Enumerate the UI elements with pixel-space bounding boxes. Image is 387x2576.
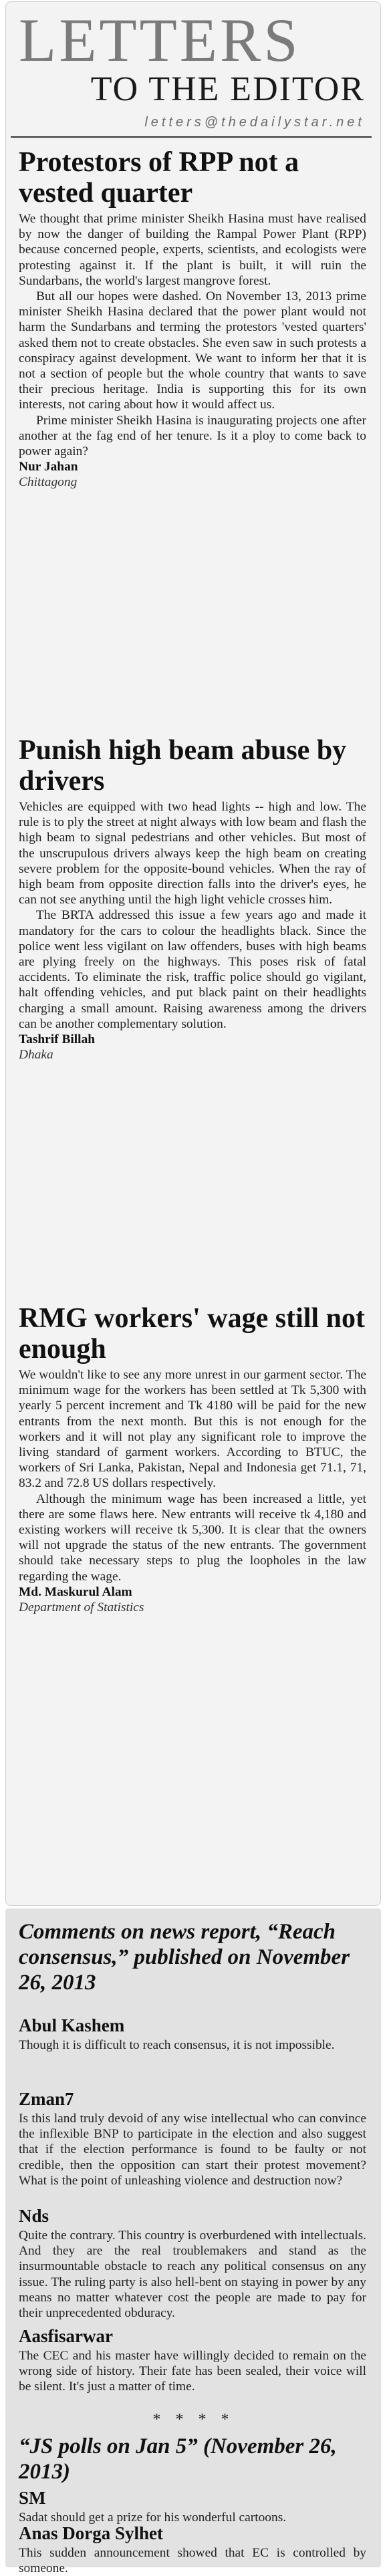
comment-item [19,2487,366,2525]
commenter-name: Zman7 [19,2089,74,2109]
comment-item [19,2523,366,2576]
comment-text: The CEC and his master have willingly decided to remain on the wrong side of history. Their fate has been sealed, their voice will be silent. It's just a matter of time. [19,2349,366,2394]
letter-title: RMG workers' wage still not enough [19,1303,365,1365]
letter-body [19,211,366,459]
section-subtitle: TO THE EDITOR [90,70,365,108]
masthead [5,3,381,136]
letter-paragraph: The BRTA addressed this issue a few years ago and made it mandatory for the cars to colour the headlights black. Since the police went less vigilant on law offenders, buses with high beams are plying freely on the highways. This poses risk of fatal accidents. To eliminate the risk, traffic police should go vigilant, halt offending vehicles, and put black paint on their headlights charging a small amount. Raising awareness among the drivers can be another complementary solution. [19,908,366,1031]
comment-text: Quite the contrary. This country is overburdened with intellectuals. And they are the real troublemakers and stand as the insurmountable obstacle to reach any political consensus on any issue. The ruling party is also hell-bent on staying in power by any means no matter whatever cost the people are made to pay for their unprecedented obduracy. [19,2229,366,2321]
letter-paragraph: We wouldn't like to see any more unrest in our garment sector. The minimum wage for the workers has been settled at Tk 5,300 with yearly 5 percent increment and Tk 4180 will be paid for the new entrants from the next month. But this is not enough for the workers and it will not play any significant role to improve the living standard of garment workers. According to BTUC, the workers of Sri Lanka, Pakistan, Nepal and Indonesia get 71.1, 71, 83.2 and 72.8 US dollars respectively. [19,1368,366,1491]
section-title: LETTERS [19,6,301,74]
comments-heading-reach-consensus: Comments on news report, “Reach consensus,” published on November 26, 2013 [19,1920,350,1995]
comment-text: Though it is difficult to reach consensus, it is not impossible. [19,2038,335,2052]
comment-text: Is this land truly devoid of any wise intellectual who can convince the inflexible BNP to participate in the election and also suggest that if the election performance is found to be faulty or not credible, then the opposition can start their protest movement? What is the point of unleashing violence and destruction now? [19,2112,366,2188]
letter-place: Dhaka [19,1048,53,1062]
letter-paragraph: Although the minimum wage has been increased a little, yet there are some flaws here. New entrants will receive tk 4,180 and existing workers will receive tk 5,300. It is clear that the owners will not upgrade the status of the new entrants. The government should take necessary steps to plug the loopholes in the law regarding the wage. [19,1491,366,1584]
letter-rpp-protestors [19,147,366,490]
letter-rmg-wage [19,1303,366,1615]
comment-item [19,2205,366,2321]
comment-item [19,2088,366,2188]
commenter-name: Anas Dorga Sylhet [19,2523,164,2543]
comment-text: Sadat should get a prize for his wonderful cartoons. [19,2511,287,2525]
letter-author: Nur Jahan [19,460,78,474]
commenter-name: Aasfisarwar [19,2326,113,2346]
letter-title: Punish high beam abuse by drivers [19,735,347,797]
letter-paragraph: But all our hopes were dashed. On November 13, 2013 prime minister Sheikh Hasina declared that the power plant would not harm the Sundarbans and terming the protestors 'vested quarters' asked them not to create obstacles. She even saw in such protests a conspiracy against development. We want to inform her that it is not a section of people but the whole country that wants to save their precious heritage. India is supporting this for its own interests, not caring about how it would affect us. [19,289,366,412]
editor-email[interactable]: letters@thedailystar.net [144,115,365,130]
letter-author: Tashrif Billah [19,1032,96,1047]
commenter-name: Nds [19,2206,49,2226]
letter-paragraph: Vehicles are equipped with two head lights -- high and low. The rule is to ply the street at night always with low beam and flash the high beam to signal pedestrians and other vehicles. But most of the unscrupulous drivers always keep the high beam on creating severe problem for the opposite-bound vehicles. When the ray of high beam from opposite direction falls into the driver's eyes, he can not see anything until the high light vehicle crosses him. [19,800,366,907]
comment-item [19,2325,366,2395]
letter-body [19,799,366,1032]
masthead-divider [11,136,372,138]
letter-author: Md. Maskurul Alam [19,1584,132,1599]
letter-body [19,1367,366,1584]
letter-title: Protestors of RPP not a vested quarter [19,147,299,208]
comments-heading-js-polls: “JS polls on Jan 5” (November 26, 2013) [19,2434,337,2484]
comment-text: This sudden announcement showed that EC is controlled by someone. [19,2546,366,2576]
letter-place: Department of Statistics [19,1600,144,1614]
commenter-name: SM [19,2488,46,2508]
letter-paragraph: Prime minister Sheikh Hasina is inaugurating projects one after another at the fag end of her tenure. Is it a ploy to come back to power again? [19,413,366,459]
commenter-name: Abul Kashem [19,2015,125,2035]
letter-high-beam [19,735,366,1062]
letter-place: Chittagong [19,475,78,490]
comment-item [19,2015,366,2053]
letter-paragraph: We thought that prime minister Sheikh Hasina must have realised by now the danger of building the Rampal Power Plant (RPP) because concerned people, experts, scientists, and ecologists were protesting against it. If the plant is built, it will ruin the Sundarbans, the world's largest mangrove forest. [19,212,366,288]
section-separator: * * * * [152,2411,235,2428]
